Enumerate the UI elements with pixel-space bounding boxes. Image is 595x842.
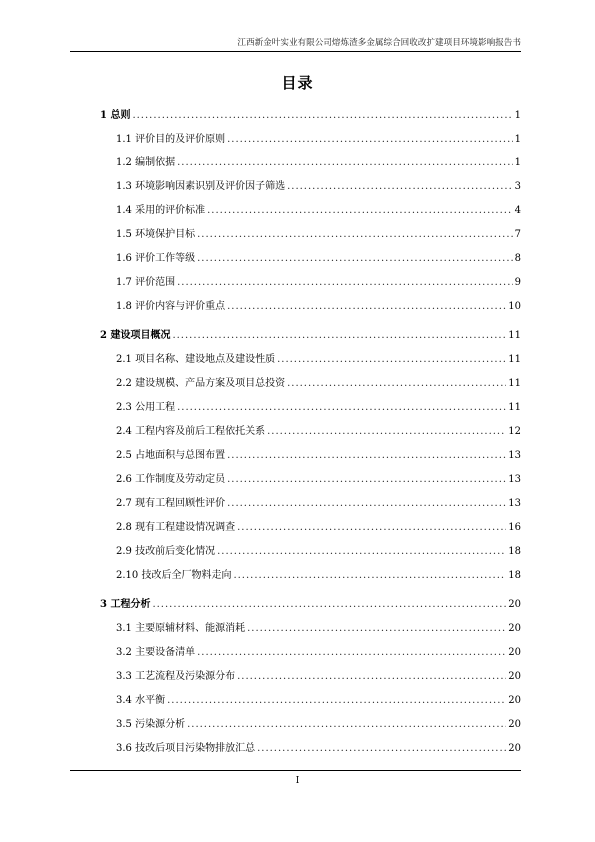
toc-section-entry[interactable] — [116, 133, 521, 147]
dot-leader — [227, 133, 513, 147]
toc-entry-page: 13 — [508, 498, 521, 509]
toc-entry-label: 1.8 评价内容与评价重点 — [116, 301, 226, 312]
dot-leader — [267, 425, 506, 439]
running-header: 江西新金叶实业有限公司熔炼渣多金属综合回收改扩建项目环境影响报告书 — [70, 36, 521, 52]
toc-entry-label: 1 总则 — [100, 110, 131, 121]
dot-leader — [247, 622, 506, 636]
toc-entry-label: 1.6 评价工作等级 — [116, 253, 196, 264]
dot-leader — [197, 252, 513, 266]
dot-leader — [237, 521, 506, 535]
toc-section-entry[interactable] — [116, 156, 521, 170]
toc-section-entry[interactable] — [116, 204, 521, 218]
toc-entry-label: 2.2 建设规模、产品方案及项目总投资 — [116, 378, 286, 389]
toc-entry-label: 3.2 主要设备清单 — [116, 647, 196, 658]
toc-entry-page: 20 — [508, 719, 521, 730]
toc-section-entry[interactable] — [116, 300, 521, 314]
toc-section-entry[interactable] — [116, 252, 521, 266]
toc-entry-page: 4 — [514, 205, 521, 216]
toc-entry-label: 2.4 工程内容及前后工程依托关系 — [116, 426, 266, 437]
toc-entry-label: 2 建设项目概况 — [100, 330, 171, 341]
toc-entry-page: 10 — [508, 301, 521, 312]
toc-section-entry[interactable] — [116, 276, 521, 290]
dot-leader — [227, 449, 506, 463]
dot-leader — [172, 329, 506, 343]
toc-entry-page: 13 — [508, 450, 521, 461]
toc-entry-label: 1.3 环境影响因素识别及评价因子筛选 — [116, 181, 286, 192]
toc-title: 目录 — [281, 74, 314, 92]
toc-entry-page: 7 — [514, 229, 521, 240]
toc-section-entry[interactable] — [116, 569, 521, 583]
toc-entry-label: 2.8 现有工程建设情况调查 — [116, 522, 236, 533]
toc-entry-label: 2.3 公用工程 — [116, 402, 176, 413]
toc-entry-label: 1.7 评价范围 — [116, 277, 176, 288]
toc-entry-page: 20 — [508, 695, 521, 706]
toc-entry-page: 20 — [508, 671, 521, 682]
toc-entry-label: 1.2 编制依据 — [116, 157, 176, 168]
toc-section-entry[interactable] — [116, 473, 521, 487]
toc-section-entry[interactable] — [116, 449, 521, 463]
dot-leader — [177, 401, 506, 415]
dot-leader — [227, 497, 506, 511]
toc-section-entry[interactable] — [116, 545, 521, 559]
toc-section-entry[interactable] — [116, 497, 521, 511]
dot-leader — [227, 300, 506, 314]
toc-entry-label: 3.1 主要原辅材料、能源消耗 — [116, 623, 246, 634]
toc-entry-label: 3.5 污染源分析 — [116, 719, 186, 730]
toc-entry-page: 13 — [508, 474, 521, 485]
toc-entry-label: 2.7 现有工程回顾性评价 — [116, 498, 226, 509]
toc-entry-label: 2.1 项目名称、建设地点及建设性质 — [116, 354, 276, 365]
toc-section-entry[interactable] — [116, 694, 521, 708]
dot-leader — [187, 718, 506, 732]
toc-entry-label: 2.6 工作制度及劳动定员 — [116, 474, 226, 485]
dot-leader — [277, 353, 506, 367]
toc-section-entry[interactable] — [116, 521, 521, 535]
toc-entry-label: 1.4 采用的评价标准 — [116, 205, 206, 216]
toc-entry-label: 2.10 技改后全厂物料走向 — [116, 570, 232, 581]
toc-entry-page: 20 — [508, 599, 521, 610]
dot-leader — [197, 228, 513, 242]
toc-entry-page: 18 — [508, 570, 521, 581]
toc-entry-label: 3.3 工艺流程及污染源分布 — [116, 671, 236, 682]
dot-leader — [132, 109, 512, 123]
toc-entry-page: 11 — [508, 354, 521, 365]
toc-entry-label: 2.5 占地面积与总图布置 — [116, 450, 226, 461]
dot-leader — [152, 598, 506, 612]
page-number: I — [295, 776, 300, 786]
toc-entry-label: 3.6 技改后项目污染物排放汇总 — [116, 743, 256, 754]
footer-divider — [70, 770, 521, 771]
toc-entry-page: 16 — [508, 522, 521, 533]
toc-section-entry[interactable] — [116, 228, 521, 242]
toc-section-entry[interactable] — [116, 401, 521, 415]
toc-entry-label: 3 工程分析 — [100, 599, 151, 610]
toc-entry-page: 18 — [508, 546, 521, 557]
dot-leader — [207, 204, 513, 218]
toc-entry-page: 9 — [514, 277, 521, 288]
toc-section-entry[interactable] — [116, 180, 521, 194]
toc-section-entry[interactable] — [116, 425, 521, 439]
toc-entry-page: 12 — [508, 426, 521, 437]
toc-section-entry[interactable] — [116, 377, 521, 391]
toc-entry-page: 11 — [508, 402, 521, 413]
toc-entry-page: 1 — [514, 110, 521, 121]
toc-chapter-entry[interactable] — [100, 598, 521, 612]
dot-leader — [227, 473, 506, 487]
toc-chapter-entry[interactable] — [100, 109, 521, 123]
dot-leader — [257, 742, 506, 756]
dot-leader — [197, 646, 506, 660]
toc-entry-page: 20 — [508, 743, 521, 754]
toc-section-entry[interactable] — [116, 670, 521, 684]
dot-leader — [167, 694, 506, 708]
toc-entry-page: 20 — [508, 623, 521, 634]
toc-section-entry[interactable] — [116, 718, 521, 732]
toc-entry-page: 11 — [508, 378, 521, 389]
dot-leader — [237, 670, 506, 684]
dot-leader — [233, 569, 506, 583]
toc-entry-page: 11 — [508, 330, 521, 341]
toc-entry-page: 8 — [514, 253, 521, 264]
toc-entry-label: 1.1 评价目的及评价原则 — [116, 134, 226, 145]
dot-leader — [177, 156, 513, 170]
toc-section-entry[interactable] — [116, 353, 521, 367]
dot-leader — [287, 180, 513, 194]
toc-entry-label: 3.4 水平衡 — [116, 695, 166, 706]
toc-entry-page: 3 — [514, 181, 521, 192]
toc-chapter-entry[interactable] — [100, 329, 521, 343]
toc-entry-page: 1 — [514, 134, 521, 145]
dot-leader — [217, 545, 506, 559]
toc-section-entry[interactable] — [116, 742, 521, 756]
dot-leader — [177, 276, 513, 290]
toc-entry-page: 1 — [514, 157, 521, 168]
toc-entry-label: 1.5 环境保护目标 — [116, 229, 196, 240]
dot-leader — [287, 377, 506, 391]
toc-section-entry[interactable] — [116, 646, 521, 660]
toc-entry-label: 2.9 技改前后变化情况 — [116, 546, 216, 557]
toc-section-entry[interactable] — [116, 622, 521, 636]
toc-entry-page: 20 — [508, 647, 521, 658]
